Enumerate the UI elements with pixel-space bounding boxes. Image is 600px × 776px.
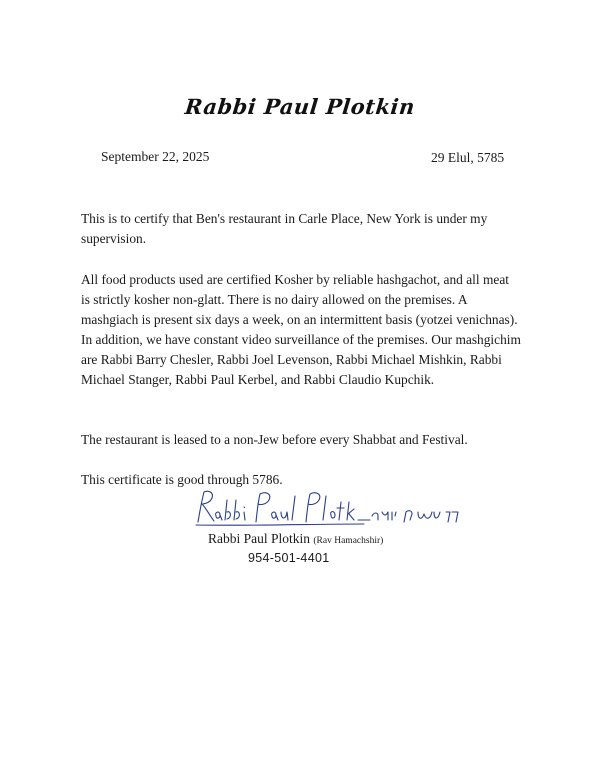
signatory-name-line <box>208 531 383 547</box>
kashrut-details-paragraph: All food products used are certified Kosher by reliable hashgachot, and all meat is strictly kosher non-glatt. There is no dairy allowed on the premises. A mashgiach is present six days a week, on an intermittent basis (yotzei venichnas). In addition, we have constant video surveillance of the premises. Our mashgichim are Rabbi Barry Chesler, Rabbi Joel Levenson, Rabbi Michael Mishkin, Rabbi Michael Stanger, Rabbi Paul Kerbel, and Rabbi Claudio Kupchik. <box>81 272 521 387</box>
certification-paragraph: This is to certify that Ben's restaurant in Carle Place, New York is under my supervision. <box>81 211 488 246</box>
signatory-phone: 954-501-4401 <box>248 551 330 565</box>
handwritten-signature <box>194 488 464 530</box>
signatory-title: (Rav Hamachshir) <box>313 536 384 546</box>
hebrew-date: 29 Elul, 5785 <box>431 150 505 165</box>
signature-image <box>194 488 464 530</box>
letterhead-title: Rabbi Paul Plotkin <box>183 94 417 119</box>
signatory-name: Rabbi Paul Plotkin <box>208 531 311 546</box>
shabbat-lease-paragraph: The restaurant is leased to a non-Jew before every Shabbat and Festival. <box>81 432 468 447</box>
gregorian-date: September 22, 2025 <box>101 149 210 164</box>
validity-paragraph: This certificate is good through 5786. <box>81 472 283 487</box>
